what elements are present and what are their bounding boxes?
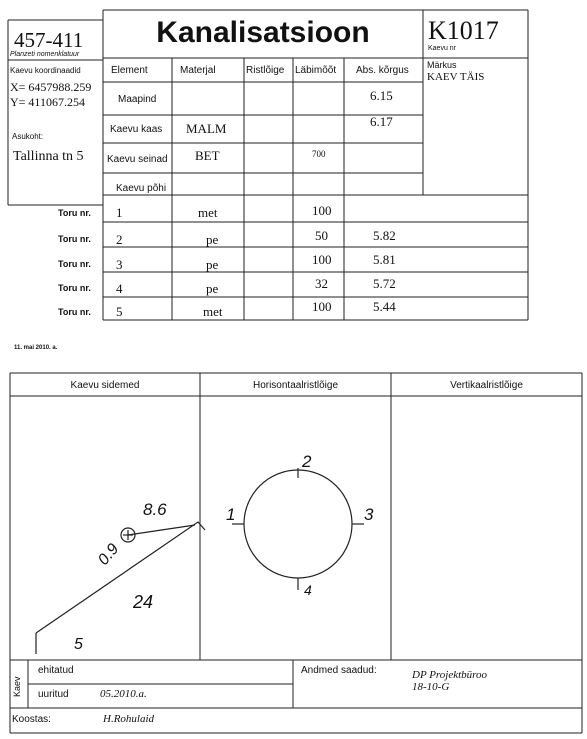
- pipe-material: pe: [206, 257, 219, 272]
- footer-company: DP Projektbüroo: [412, 669, 488, 681]
- footer-built-label: ehitatud: [38, 665, 74, 676]
- pipe-material: pe: [206, 232, 219, 247]
- footer-author: H.Rohulaid: [103, 713, 155, 725]
- connections-sketch: [36, 522, 205, 654]
- row-maapind-height: 6.15: [370, 88, 393, 103]
- row-pohi-label: Kaevu põhi: [116, 183, 167, 194]
- pipe-number: 3: [116, 257, 123, 272]
- pipe-diameter: 32: [315, 276, 328, 291]
- footer-side-label: Kaev: [12, 676, 22, 697]
- pipe-row-label: Toru nr.: [58, 283, 91, 293]
- col-material: Materjal: [180, 65, 216, 76]
- pipe-number: 4: [116, 281, 123, 296]
- row-kaas-height: 6.17: [370, 114, 393, 129]
- pipe-diameter: 50: [315, 228, 328, 243]
- pipe-material: pe: [206, 281, 219, 296]
- well-number-caption: Kaevu nr: [428, 45, 457, 52]
- pipe-height: 5.81: [373, 252, 396, 267]
- pipe-height: 5.44: [373, 299, 396, 314]
- pipe-height: 5.82: [373, 228, 396, 243]
- pipe-row-label: Toru nr.: [58, 307, 91, 317]
- x-coordinate: X= 6457988.259: [10, 80, 92, 94]
- pipe-row-label: Toru nr.: [58, 234, 91, 244]
- pipe-marker-3: 3: [364, 505, 374, 524]
- pipe-diameter: 100: [312, 252, 332, 267]
- col-diameter: Läbimõõt: [295, 65, 337, 76]
- pipe-material: met: [198, 205, 218, 220]
- remarks-caption: Märkus: [427, 60, 457, 70]
- sketch-distance-a: 8.6: [143, 500, 167, 519]
- row-seinad-label: Kaevu seinad: [107, 154, 168, 165]
- document-date: 11. mai 2010. a.: [14, 345, 58, 351]
- horizontal-section-sketch: [232, 468, 364, 590]
- pipe-number: 2: [116, 232, 123, 247]
- pipe-row-label: Toru nr.: [58, 259, 91, 269]
- row-kaas-material: MALM: [186, 121, 227, 136]
- pipe-number: 1: [116, 205, 123, 220]
- footer-compiled-label: Koostas:: [12, 714, 51, 725]
- sketch-distance-c: 24: [133, 592, 154, 612]
- pipe-marker-1: 1: [226, 505, 236, 524]
- pipe-marker-2: 2: [302, 452, 312, 471]
- col-element: Element: [111, 65, 148, 76]
- pipe-row-label: Toru nr.: [58, 208, 91, 218]
- remarks-value: KAEV TÄIS: [427, 71, 485, 83]
- footer-surveyed-date: 05.2010.a.: [100, 688, 147, 700]
- row-kaas-label: Kaevu kaas: [110, 124, 163, 135]
- row-maapind-label: Maapind: [118, 94, 157, 105]
- pipe-diameter: 100: [312, 203, 332, 218]
- section-horizontal: Horisontaalristlõige: [252, 380, 339, 391]
- pipe-material: met: [203, 304, 223, 319]
- nomenclature-caption: Planzeti nomenklatuur: [10, 51, 80, 58]
- row-seinad-material: BET: [195, 148, 220, 163]
- coords-caption: Kaevu koordinaadid: [10, 66, 81, 75]
- well-number: K1017: [428, 16, 499, 45]
- row-seinad-diameter: 700: [312, 149, 326, 159]
- section-vertical: Vertikaalristlõige: [450, 380, 523, 391]
- pipe-diameter: 100: [312, 299, 332, 314]
- footer-surveyed-label: uuritud: [38, 689, 69, 700]
- col-section: Ristlõige: [246, 65, 285, 76]
- location-value: Tallinna tn 5: [13, 149, 84, 164]
- pipe-marker-4: 4: [304, 582, 312, 598]
- sketch-distance-d: 5: [74, 636, 83, 653]
- sketch-distance-b: 0.9: [95, 540, 123, 569]
- footer-company-code: 18-10-G: [412, 681, 450, 693]
- location-caption: Asukoht:: [12, 132, 44, 141]
- col-height: Abs. kõrgus: [356, 65, 409, 76]
- pipe-number: 5: [116, 304, 123, 319]
- section-connections: Kaevu sidemed: [70, 380, 140, 391]
- map-nomenclature: 457-411: [14, 28, 84, 52]
- y-coordinate: Y= 411067.254: [10, 95, 85, 109]
- footer-data-from-label: Andmed saadud:: [301, 665, 377, 676]
- page-title: Kanalisatsioon: [156, 16, 370, 49]
- pipe-height: 5.72: [373, 276, 396, 291]
